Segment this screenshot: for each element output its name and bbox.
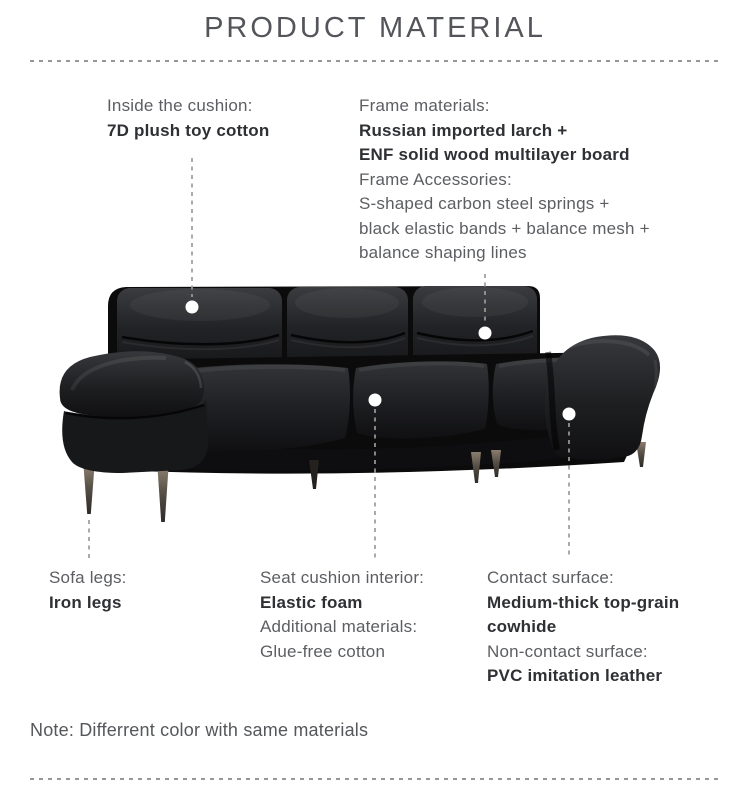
frame-material-1: Russian imported larch +: [359, 120, 568, 140]
frame-accessories-label: Frame Accessories:: [359, 169, 512, 189]
contact-surface-value-1: Medium-thick top-grain: [487, 592, 680, 612]
armrest-left-roll: [60, 351, 204, 417]
frame-accessory-1: S-shaped carbon steel springs +: [359, 194, 610, 213]
sofa-leg: [158, 468, 169, 522]
inside-cushion-value: 7D plush toy cotton: [107, 120, 270, 140]
annotation-sofa-legs: [49, 566, 127, 615]
sofa-legs-label: Sofa legs:: [49, 568, 127, 587]
callout-dot-surface: [563, 408, 576, 421]
contact-surface-value-2: cowhide: [487, 617, 557, 636]
frame-accessory-3: balance shaping lines: [359, 243, 527, 262]
cushion-sheen: [130, 289, 270, 321]
additional-materials-label: Additional materials:: [260, 617, 418, 636]
bottom-divider: [30, 778, 718, 780]
noncontact-surface-value: PVC imitation leather: [487, 666, 663, 685]
callout-dot-frame: [479, 327, 492, 340]
cushion-sheen: [295, 288, 399, 318]
frame-materials-label: Frame materials:: [359, 96, 490, 115]
annotation-inside-cushion: [107, 94, 269, 143]
frame-accessory-2: black elastic bands + balance mesh +: [359, 218, 650, 238]
seat-cushion-value: Elastic foam: [260, 592, 363, 612]
seat-cushion-label: Seat cushion interior:: [260, 568, 425, 587]
callout-dot-seat-cushion: [369, 394, 382, 407]
sofa: [60, 286, 660, 522]
sofa-leg: [309, 460, 319, 489]
frame-material-2: ENF solid wood multilayer board: [359, 145, 630, 164]
annotation-frame: [359, 94, 650, 266]
sofa-leg: [84, 466, 95, 514]
annotation-surface: [487, 566, 679, 689]
materials-note: Note: Differrent color with same materials: [30, 720, 369, 740]
noncontact-surface-label: Non-contact surface:: [487, 641, 648, 661]
annotation-seat-cushion: [260, 566, 424, 664]
cushion-sheen: [422, 287, 528, 317]
callout-dot-inside-cushion: [186, 301, 199, 314]
sofa-legs-value: Iron legs: [49, 592, 122, 612]
additional-materials-value: Glue-free cotton: [260, 641, 386, 661]
page-title: PRODUCT MATERIAL: [204, 12, 546, 44]
inside-cushion-label: Inside the cushion:: [107, 96, 253, 115]
contact-surface-label: Contact surface:: [487, 568, 614, 587]
